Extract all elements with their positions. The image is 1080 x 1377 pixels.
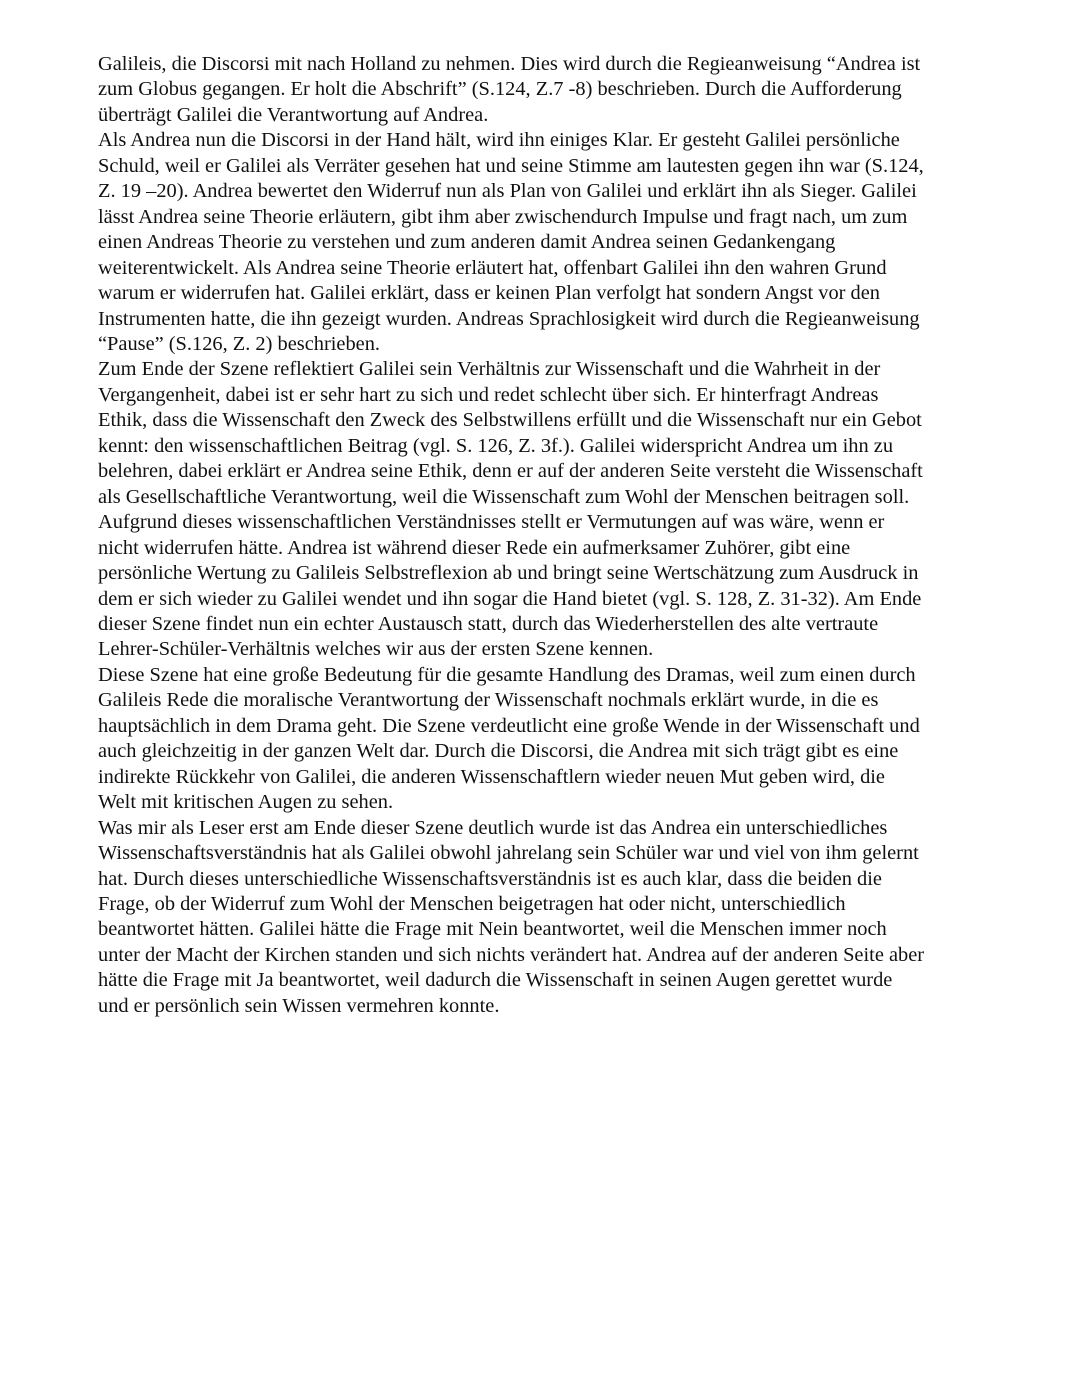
text-line: hat. Durch dieses unterschiedliche Wissenschaftsverständnis ist es auch klar, dass die beiden die — [98, 867, 882, 890]
paragraph-2 — [98, 128, 993, 357]
paragraph-5 — [98, 816, 993, 1020]
text-line: Lehrer-Schüler-Verhältnis welches wir aus der ersten Szene kennen. — [98, 638, 654, 661]
text-line: Was mir als Leser erst am Ende dieser Szene deutlich wurde ist das Andrea ein unterschiedliches — [98, 816, 888, 839]
text-line: Vergangenheit, dabei ist er sehr hart zu sich und redet schlecht über sich. Er hinterfragt Andreas — [98, 383, 879, 406]
text-line: überträgt Galilei die Verantwortung auf Andrea. — [98, 103, 489, 126]
text-line: Ethik, dass die Wissenschaft den Zweck des Selbstwillens erfüllt und die Wissenschaft nur ein Gebot — [98, 409, 922, 432]
text-line: Galileis, die Discorsi mit nach Holland zu nehmen. Dies wird durch die Regieanweisung “Andrea ist — [98, 53, 921, 75]
text-line: Galileis Rede die moralische Verantwortung der Wissenschaft nochmals erklärt wurde, in die es — [98, 689, 879, 712]
text-line: einen Andreas Theorie zu verstehen und zum anderen damit Andrea seinen Gedankengang — [98, 231, 836, 254]
text-line: nicht widerrufen hätte. Andrea ist während dieser Rede ein aufmerksamer Zuhörer, gibt eine — [98, 536, 851, 559]
text-line: als Gesellschaftliche Verantwortung, weil die Wissenschaft zum Wohl der Menschen beitragen soll. — [98, 485, 910, 508]
text-line: Als Andrea nun die Discorsi in der Hand hält, wird ihn einiges Klar. Er gesteht Galilei persönliche — [98, 129, 900, 152]
text-line: dieser Szene findet nun ein echter Austausch statt, durch das Wiederherstellen des alte vertraute — [98, 612, 879, 635]
text-line: unter der Macht der Kirchen standen und sich nichts verändert hat. Andrea auf der anderen Seite aber — [98, 943, 925, 966]
text-line: belehren, dabei erklärt er Andrea seine Ethik, denn er auf der anderen Seite versteht die Wissenschaft — [98, 460, 923, 483]
paragraph-1 — [98, 52, 993, 128]
paragraph-4 — [98, 663, 993, 816]
text-line: warum er widerrufen hat. Galilei erklärt, dass er keinen Plan verfolgt hat sondern Angst vor den — [98, 282, 880, 305]
text-line: persönliche Wertung zu Galileis Selbstreflexion ab und bringt seine Wertschätzung zum Ausdruck in — [98, 562, 919, 585]
text-line: auch gleichzeitig in der ganzen Welt dar. Durch die Discorsi, die Andrea mit sich trägt gibt es eine — [98, 740, 899, 763]
text-line: Schuld, weil er Galilei als Verräter gesehen hat und seine Stimme am lautesten gegen ihn war (S.124, — [98, 154, 924, 177]
text-line: Aufgrund dieses wissenschaftlichen Verständnisses stellt er Vermutungen auf was wäre, wenn er — [98, 511, 885, 534]
text-line: hätte die Frage mit Ja beantwortet, weil dadurch die Wissenschaft in seinen Augen gerettet wurde — [98, 969, 893, 992]
paragraph-3 — [98, 357, 993, 662]
text-line: kennt: den wissenschaftlichen Beitrag (vgl. S. 126, Z. 3f.). Galilei widerspricht Andrea um ihn zu — [98, 434, 894, 457]
text-line: Diese Szene hat eine große Bedeutung für die gesamte Handlung des Dramas, weil zum einen durch — [98, 663, 916, 686]
text-line: indirekte Rückkehr von Galilei, die anderen Wissenschaftlern wieder neuen Mut geben wird, die — [98, 765, 885, 788]
text-line: Wissenschaftsverständnis hat als Galilei obwohl jahrelang sein Schüler war und viel von ihm gelernt — [98, 842, 919, 865]
text-line: dem er sich wieder zu Galilei wendet und ihn sogar die Hand bietet (vgl. S. 128, Z. 31-32). Am Ende — [98, 587, 922, 610]
text-line: Frage, ob der Widerruf zum Wohl der Menschen beigetragen hat oder nicht, unterschiedlich — [98, 892, 846, 915]
text-line: Zum Ende der Szene reflektiert Galilei sein Verhältnis zur Wissenschaft und die Wahrheit in der — [98, 358, 881, 381]
text-line: weiterentwickelt. Als Andrea seine Theorie erläutert hat, offenbart Galilei ihn den wahren Grund — [98, 256, 887, 279]
text-line: “Pause” (S.126, Z. 2) beschrieben. — [98, 332, 380, 355]
text-line: lässt Andrea seine Theorie erläutern, gibt ihm aber zwischendurch Impulse und fragt nach, um zum — [98, 205, 908, 228]
text-line: und er persönlich sein Wissen vermehren konnte. — [98, 994, 500, 1017]
text-line: beantwortet hätten. Galilei hätte die Frage mit Nein beantwortet, weil die Menschen immer noch — [98, 918, 887, 941]
document-page — [98, 52, 993, 1019]
text-line: Welt mit kritischen Augen zu sehen. — [98, 791, 394, 814]
text-line: Z. 19 –20). Andrea bewertet den Widerruf nun als Plan von Galilei und erklärt ihn als Sieger. Galilei — [98, 180, 917, 203]
text-line: zum Globus gegangen. Er holt die Abschrift” (S.124, Z.7 -8) beschrieben. Durch die Aufforderung — [98, 78, 902, 101]
text-line: hauptsächlich in dem Drama geht. Die Szene verdeutlicht eine große Wende in der Wissenschaft und — [98, 714, 920, 737]
text-line: Instrumenten hatte, die ihn gezeigt wurden. Andreas Sprachlosigkeit wird durch die Regieanweisung — [98, 307, 920, 330]
